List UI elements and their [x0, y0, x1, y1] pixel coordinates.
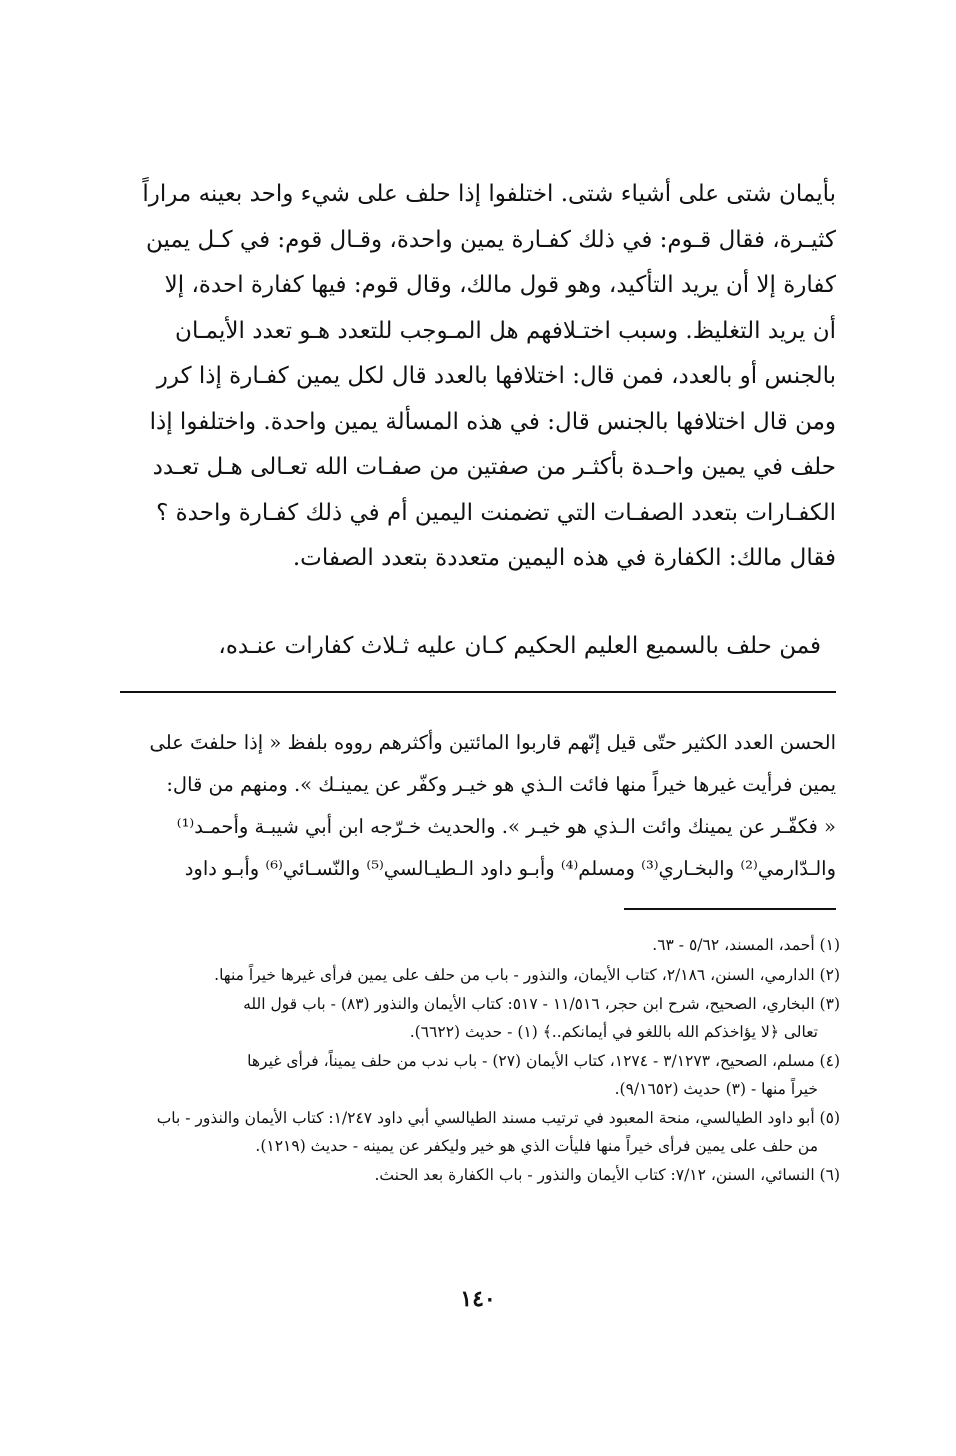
reference-item: (٥) أبو داود الطيالسي، منحة المعبود في ترتيب مسند الطيالسي أبي داود ١/٢٤٧: كتاب الأيمان والنذور - باب	[156, 1109, 840, 1127]
footnote-line: الحسن العدد الكثير حتّى قيل إنّهم قاربوا المائتين وأكثرهم رووه بلفظ « إذا حلفتَ على	[149, 731, 836, 754]
reference-item-continuation: تعالى ﴿لا يؤاخذكم الله باللغو في أيمانكم..﴾ (١) - حديث (٦٦٢٢).	[409, 1022, 818, 1041]
footnote-line: يمين فرأيت غيرها خيراً منها فائت الـذي هو خيـر وكفّر عن يمينـك ». ومنهم من قال:	[166, 773, 836, 796]
text-line: كفارة إلا أن يريد التأكيد، وهو قول مالك، وقال قوم: فيها كفارة احدة، إلا	[164, 272, 836, 298]
main-paragraph	[120, 172, 836, 582]
footnote-line: « فكفّـر عن يمينك وائت الـذي هو خيـر ». والحديث خـرّجه ابن أبي شيبـة وأحمـد⁽¹⁾	[176, 815, 836, 838]
references-separator	[624, 908, 836, 910]
footnote-line: والـدّارمي⁽²⁾ والبخـاري⁽³⁾ ومسلم⁽⁴⁾ وأبـو داود الـطيـالسي⁽⁵⁾ والنّسـائي⁽⁶⁾ وأبـو داود	[184, 857, 836, 880]
reference-item: (٢) الدارمي، السنن، ٢/١٨٦، كتاب الأيمان، والنذور - باب من حلف على يمين فرأى غيرها خيراً منها.	[214, 965, 840, 984]
reference-item: (٦) النسائي، السنن، ٧/١٢: كتاب الأيمان والنذور - باب الكفارة بعد الحنث.	[374, 1166, 840, 1184]
references-list	[110, 932, 840, 1190]
second-paragraph: فمن حلف بالسميع العليم الحكيم كـان عليه ثـلاث كفارات عنـده،	[218, 633, 821, 659]
text-line: أن يريد التغليظ. وسبب اختـلافهم هل المـوجب للتعدد هـو تعدد الأيمـان	[175, 317, 836, 344]
reference-item-continuation: خيراً منها - (٣) حديث (٩/١٦٥٢).	[614, 1079, 818, 1098]
footnote-paragraph	[120, 722, 836, 890]
text-line: حلف في يمين واحـدة بأكثـر من صفتين من صفـات الله تعـالى هـل تعـدد	[152, 454, 836, 480]
text-line: بالجنس أو بالعدد، فمن قال: اختلافها بالعدد قال لكل يمين كفـارة إذا كرر	[156, 363, 836, 389]
reference-item: (١) أحمد، المسند، ٥/٦٢ - ٦٣.	[652, 936, 840, 954]
text-line: بأيمان شتى على أشياء شتى. اختلفوا إذا حلف على شيء واحد بعينه مراراً	[142, 181, 836, 207]
footnote-separator	[120, 691, 836, 693]
reference-item: (٣) البخاري، الصحيح، شرح ابن حجر، ١١/٥١٦ - ٥١٧: كتاب الأيمان والنذور (٨٣) - باب قول الله	[243, 995, 840, 1013]
reference-item: (٤) مسلم، الصحيح، ٣/١٢٧٣ - ١٢٧٤، كتاب الأيمان (٢٧) - باب ندب من حلف يميناً، فرأى غيرها	[247, 1052, 840, 1070]
text-line: الكفـارات بتعدد الصفـات التي تضمنت اليمين أم في ذلك كفـارة واحدة ؟	[156, 499, 836, 526]
text-line: كثيـرة، فقال قـوم: في ذلك كفـارة يمين واحدة، وقـال قوم: في كـل يمين	[146, 226, 836, 253]
text-line: ومن قال اختلافها بالجنس قال: في هذه المسألة يمين واحدة. واختلفوا إذا	[149, 408, 836, 435]
reference-item-continuation: من حلف على يمين فرأى خيراً منها فليأت الذي هو خير وليكفر عن يمينه - حديث (١٢١٩).	[255, 1136, 818, 1155]
page-number: ١٤٠	[460, 1286, 496, 1312]
text-line: فقال مالك: الكفارة في هذه اليمين متعددة بتعدد الصفات.	[292, 545, 836, 571]
